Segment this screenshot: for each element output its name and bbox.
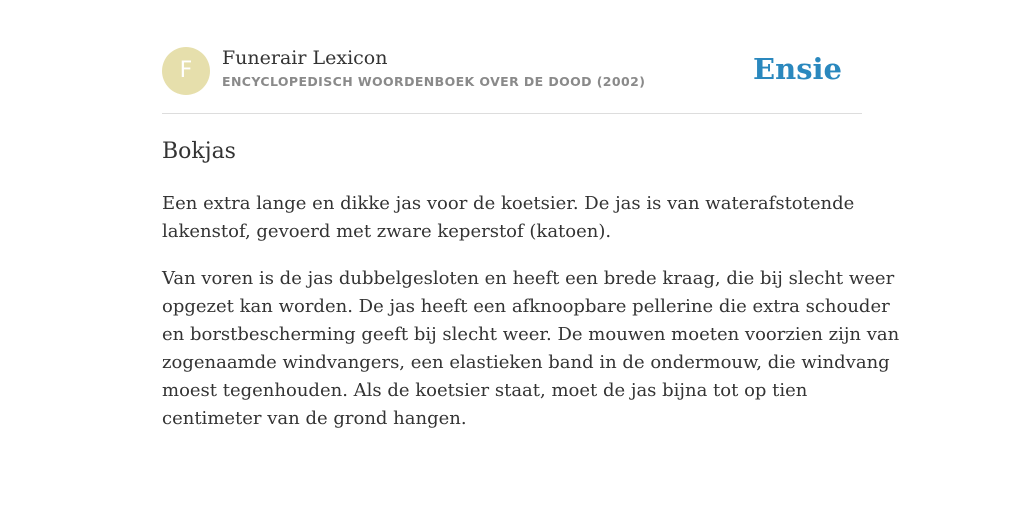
source-avatar[interactable]: F [162,47,210,95]
definition-paragraph-1 [162,190,862,246]
text-line: lakenstof, gevoerd met zware keperstof (katoen). [162,221,612,242]
source-header [162,45,862,97]
entry-definition [162,190,900,452]
definition-paragraph-2 [162,265,900,433]
text-line: Van voren is de jas dubbelgesloten en heeft een brede kraag, die bij slecht weer [162,268,895,289]
header-divider [162,113,862,114]
text-line: moest tegenhouden. Als de koetsier staat, moet de jas bijna tot op tien [162,380,808,401]
text-line: en borstbescherming geeft bij slecht weer. De mouwen moeten voorzien zijn van [162,324,900,345]
text-line: zogenaamde windvangers, een elastieken band in de ondermouw, die windvang [162,352,890,373]
source-title-link[interactable]: Funerair Lexicon [222,47,388,69]
text-line: centimeter van de grond hangen. [162,408,467,429]
text-line: opgezet kan worden. De jas heeft een afknoopbare pellerine die extra schouder [162,296,890,317]
text-line: Een extra lange en dikke jas voor de koetsier. De jas is van waterafstotende [162,193,855,214]
source-subtitle: ENCYCLOPEDISCH WOORDENBOEK OVER DE DOOD (2002) [222,74,646,89]
entry-term: Bokjas [162,139,236,164]
ensie-logo[interactable]: Ensie [753,52,842,86]
